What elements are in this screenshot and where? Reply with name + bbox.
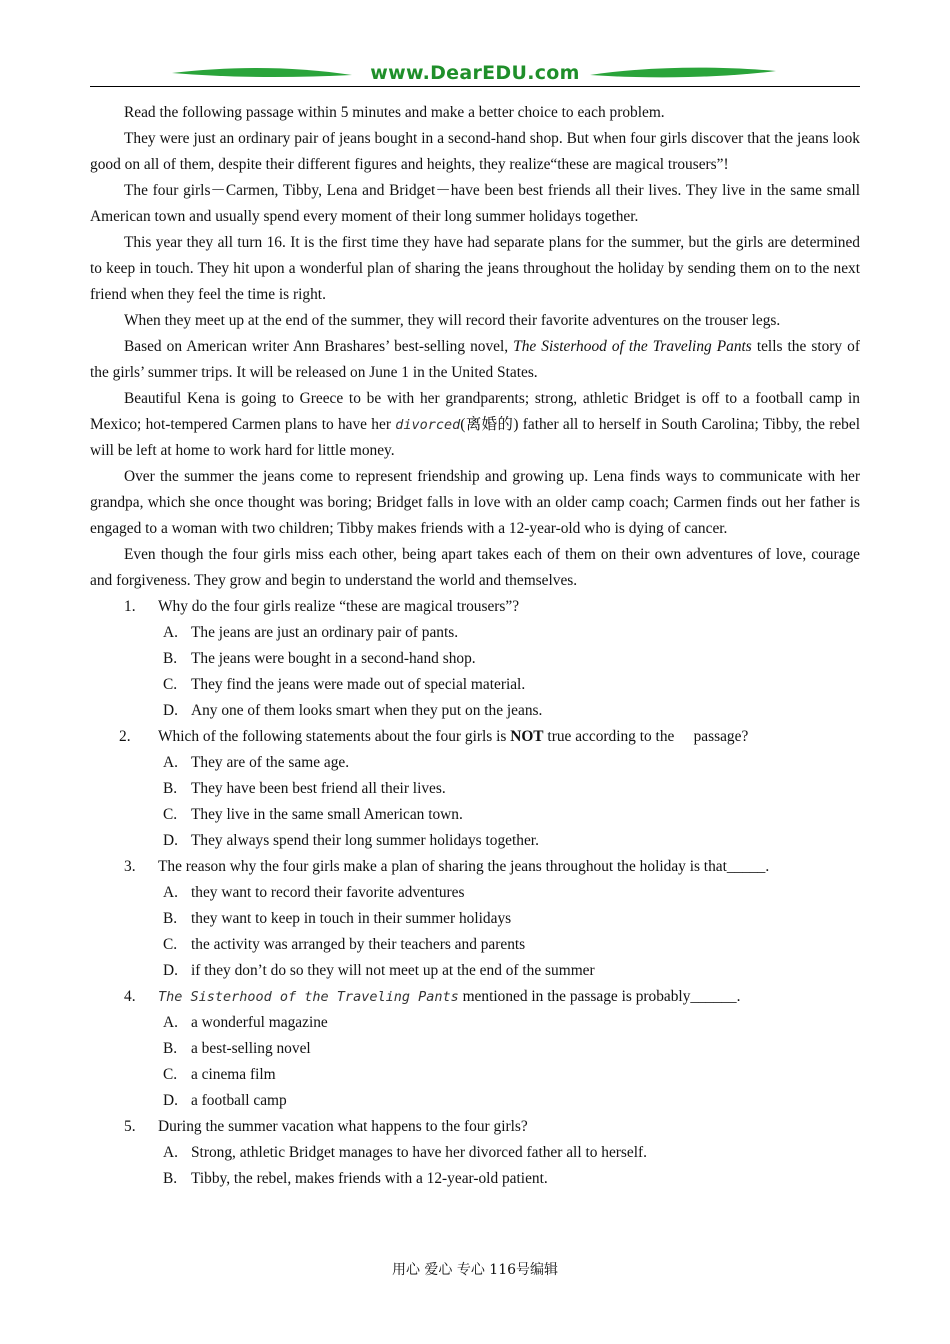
vocab-word: divorced <box>395 417 461 433</box>
passage-paragraph-6: Beautiful Kena is going to Greece to be with her grandparents; strong, athletic Bridget is off to a football camp in Mexico; hot-tempered Carmen plans to have her divorced(离婚的) father all to herself in South Carolina; Tibby, the rebel will be left at home to work hard for little money. <box>90 390 860 459</box>
option: A. a wonderful magazine <box>163 1014 328 1031</box>
vocab-gloss: (离婚的) <box>460 416 519 433</box>
header-rule <box>90 86 860 87</box>
instructions: Read the following passage within 5 minutes and make a better choice to each problem. <box>124 104 665 121</box>
passage-paragraph-3: This year they all turn 16. It is the first time they have had separate plans for the summer, but the girls are determined to keep in touch. They hit upon a wonderful plan of sharing the jeans throughout the holiday by sending them on to the next friend when they feel the time is right. <box>90 234 860 303</box>
question-1: 1. Why do the four girls realize “these are magical trousers”? <box>124 598 520 615</box>
option: C. a cinema film <box>163 1066 276 1083</box>
option: A. Strong, athletic Bridget manages to have her divorced father all to herself. <box>163 1144 648 1161</box>
passage-paragraph-1: They were just an ordinary pair of jeans bought in a second-hand shop. But when four girls discover that the jeans look good on all of them, despite their different figures and heights, they realize“these are magical trousers”! <box>90 130 860 173</box>
option: D. They always spend their long summer holidays together. <box>163 832 539 849</box>
option: A. They are of the same age. <box>163 754 350 771</box>
option: B. They have been best friend all their lives. <box>163 780 446 797</box>
passage-paragraph-4: When they meet up at the end of the summer, they will record their favorite adventures on the trouser legs. <box>124 312 781 329</box>
option: D. Any one of them looks smart when they put on the jeans. <box>163 702 543 719</box>
question-4: 4. The Sisterhood of the Traveling Pants mentioned in the passage is probably______. <box>124 988 741 1005</box>
option: B. they want to keep in touch in their summer holidays <box>163 910 512 927</box>
option: B. The jeans were bought in a second-hand shop. <box>163 650 476 667</box>
question-text: Why do the four girls realize “these are magical trousers”? <box>158 598 520 615</box>
book-title: The Sisterhood of the Traveling Pants <box>513 338 752 355</box>
passage-paragraph-5: Based on American writer Ann Brashares’ best-selling novel, The Sisterhood of the Traveling Pants tells the story of the girls’ summer trips. It will be released on June 1 in the United States. <box>90 338 860 381</box>
right-swoosh-decoration <box>590 66 776 80</box>
document-body <box>90 100 860 1192</box>
question-5: 5. During the summer vacation what happens to the four girls? <box>124 1118 528 1135</box>
passage-paragraph-7: Over the summer the jeans come to represent friendship and growing up. Lena finds ways to communicate with her grandpa, which she once thought was boring; Bridget falls in love with an older camp coach; Carmen finds out her father is engaged to a woman with two children; Tibby makes friends with a 12-year-old who is dying of cancer. <box>90 468 860 537</box>
option: C. They find the jeans were made out of special material. <box>163 676 526 693</box>
site-logo: www.DearEDU.com <box>370 62 580 84</box>
question-3: 3. The reason why the four girls make a plan of sharing the jeans throughout the holiday is that_____. <box>124 858 770 875</box>
option: D. a football camp <box>163 1092 287 1109</box>
book-title: The Sisterhood of the Traveling Pants <box>158 989 459 1005</box>
option: C. the activity was arranged by their teachers and parents <box>163 936 526 953</box>
option: C. They live in the same small American town. <box>163 806 463 823</box>
page-footer: 用心 爱心 专心 116号编辑 <box>391 1262 559 1278</box>
question-2: 2. Which of the following statements about the four girls is NOT true according to the passage? <box>119 728 749 745</box>
passage-paragraph-8: Even though the four girls miss each other, being apart takes each of them on their own adventures of love, courage and forgiveness. They grow and begin to understand the world and themselves. <box>90 546 860 589</box>
page-header <box>90 62 860 90</box>
option: A. The jeans are just an ordinary pair of pants. <box>163 624 459 641</box>
option: A. they want to record their favorite adventures <box>163 884 465 901</box>
option: D. if they don’t do so they will not meet up at the end of the summer <box>163 962 595 979</box>
passage-paragraph-2: The four girls－Carmen, Tibby, Lena and Bridget－have been best friends all their lives. They live in the same small American town and usually spend every moment of their long summer holidays together. <box>90 182 860 225</box>
option: B. Tibby, the rebel, makes friends with a 12-year-old patient. <box>163 1170 548 1187</box>
option: B. a best-selling novel <box>163 1040 311 1057</box>
